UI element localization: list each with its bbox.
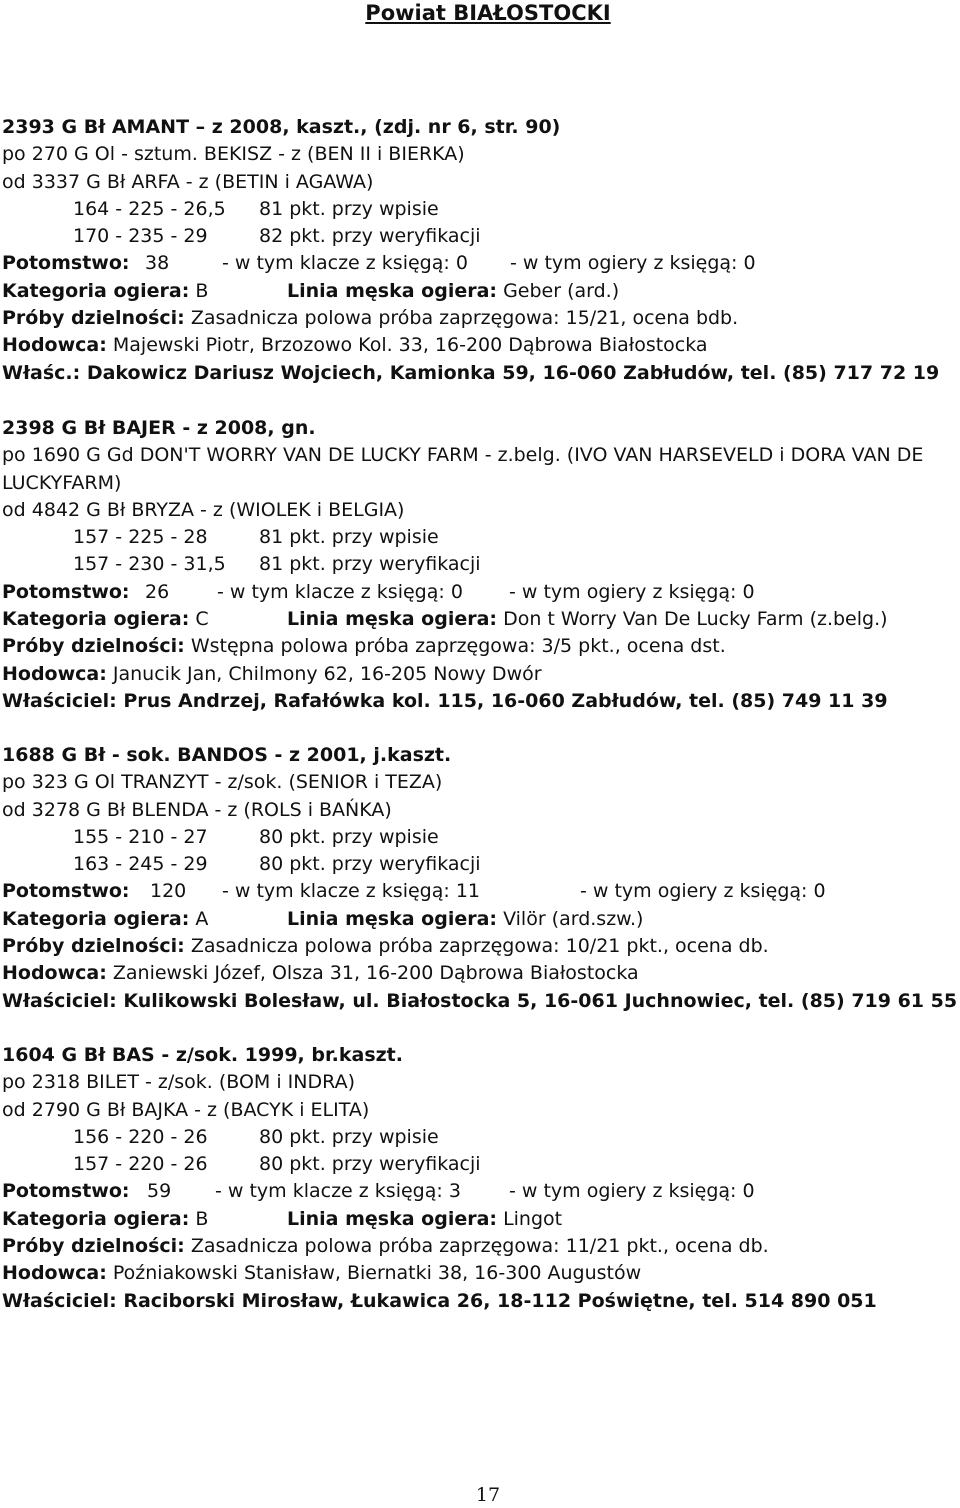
entry-measurements [2,851,958,878]
owner-label: Właściciel: [2,989,117,1012]
entry-offspring [2,250,958,277]
measure-values: 170 - 235 - 29 [73,225,208,248]
tests-value: Zasadnicza polowa próba zaprzęgowa: 15/21, ocena bdb. [190,307,739,330]
male-line-value: Don t Worry Van De Lucky Farm (z.belg.) [503,608,888,631]
entry-owner [2,1288,958,1315]
entry-breeder [2,661,958,688]
male-line-label: Linia męska ogiera: [287,279,498,302]
tests-label: Próby dzielności: [2,635,185,658]
owner-value: Dakowicz Dariusz Wojciech, Kamionka 59, 16-060 Zabłudów, tel. (85) 717 72 19 [86,361,940,384]
measure-values: 156 - 220 - 26 [73,1125,208,1148]
entry-measurements [2,524,958,551]
entry-offspring [2,1178,958,1205]
offspring-stallions: - w tym ogiery z księgą: 0 [509,1180,755,1203]
male-line-value: Vilör (ard.szw.) [503,907,644,930]
entry-tests [2,1233,958,1260]
measure-values: 163 - 245 - 29 [73,853,208,876]
male-line-value: Lingot [503,1207,563,1230]
entry-breeder [2,1260,958,1287]
offspring-mares: - w tym klacze z księgą: 11 [222,880,480,903]
owner-value: Prus Andrzej, Rafałówka kol. 115, 16-060 Zabłudów, tel. (85) 749 11 39 [123,689,888,712]
category-label: Kategoria ogiera: [2,1207,190,1230]
offspring-stallions: - w tym ogiery z księgą: 0 [510,252,756,275]
entry-owner [2,688,958,715]
measure-points: 81 pkt. przy wpisie [259,526,439,549]
measure-points: 80 pkt. przy wpisie [259,825,439,848]
owner-label: Właściciel: [2,1289,117,1312]
entry-sire: po 323 G Ol TRANZYT - z/sok. (SENIOR i TEZA) [2,771,443,794]
entry-tests [2,933,958,960]
entry-breeder [2,960,958,987]
category-value: C [195,608,209,631]
stallion-entry [2,415,958,715]
entry-measurements [2,223,958,250]
breeder-value: Majewski Piotr, Brzozowo Kol. 33, 16-200 Dąbrowa Białostocka [112,334,708,357]
offspring-label: Potomstwo: [2,880,130,903]
measure-points: 80 pkt. przy wpisie [259,1125,439,1148]
measure-points: 80 pkt. przy weryfikacji [259,853,481,876]
entry-sire: po 270 G Ol - sztum. BEKISZ - z (BEN II i BIERKA) [2,143,465,166]
breeder-value: Poźniakowski Stanisław, Biernatki 38, 16-300 Augustów [112,1262,642,1285]
entry-breeder [2,332,958,359]
entry-sire: po 1690 G Gd DON'T WORRY VAN DE LUCKY FARM - z.belg. (IVO VAN HARSEVELD i DORA VAN DE LUCKYFARM) [2,444,924,494]
entry-sire: po 2318 BILET - z/sok. (BOM i INDRA) [2,1071,355,1094]
entry-header: 2393 G Bł AMANT – z 2008, kaszt., (zdj. nr 6, str. 90) [2,116,561,138]
entry-offspring [2,579,958,606]
offspring-count: 38 [145,252,170,275]
tests-value: Wstępna polowa próba zaprzęgowa: 3/5 pkt., ocena dst. [190,635,726,658]
entry-header: 1604 G Bł BAS - z/sok. 1999, br.kaszt. [2,1044,403,1066]
measure-points: 81 pkt. przy wpisie [259,197,439,220]
offspring-count: 59 [147,1180,172,1203]
measure-points: 82 pkt. przy weryfikacji [259,225,481,248]
category-value: B [195,1207,209,1230]
offspring-label: Potomstwo: [2,1180,130,1203]
entry-owner [2,360,958,387]
offspring-mares: - w tym klacze z księgą: 0 [217,580,463,603]
measure-values: 155 - 210 - 27 [73,825,208,848]
offspring-label: Potomstwo: [2,252,130,275]
entry-measurements [2,1124,958,1151]
measure-points: 81 pkt. przy weryfikacji [259,553,481,576]
measure-values: 157 - 225 - 28 [73,526,208,549]
entry-header: 1688 G Bł - sok. BANDOS - z 2001, j.kaszt. [2,744,452,766]
entry-measurements [2,196,958,223]
measure-points: 80 pkt. przy weryfikacji [259,1153,481,1176]
entry-tests [2,633,958,660]
breeder-label: Hodowca: [2,334,107,357]
measure-values: 164 - 225 - 26,5 [73,197,226,220]
offspring-stallions: - w tym ogiery z księgą: 0 [509,580,755,603]
offspring-label: Potomstwo: [2,580,130,603]
owner-value: Kulikowski Bolesław, ul. Białostocka 5, 16-061 Juchnowiec, tel. (85) 719 61 55 [123,989,958,1012]
tests-label: Próby dzielności: [2,307,185,330]
breeder-label: Hodowca: [2,662,107,685]
breeder-label: Hodowca: [2,962,107,985]
owner-value: Raciborski Mirosław, Łukawica 26, 18-112 Poświętne, tel. 514 890 051 [123,1289,877,1312]
owner-label: Właśc.: [2,361,81,384]
page-title: Powiat BIAŁOSTOCKI [365,1,611,25]
entry-measurements [2,551,958,578]
entry-header: 2398 G Bł BAJER - z 2008, gn. [2,417,316,439]
male-line-value: Geber (ard.) [503,279,620,302]
offspring-stallions: - w tym ogiery z księgą: 0 [580,880,826,903]
offspring-mares: - w tym klacze z księgą: 3 [215,1180,461,1203]
stallion-entry [2,742,958,1015]
entry-dam: od 3278 G Bł BLENDA - z (ROLS i BAŃKA) [2,798,392,821]
stallion-entry [2,1042,958,1315]
entry-category [2,278,958,305]
male-line-label: Linia męska ogiera: [287,1207,498,1230]
male-line-label: Linia męska ogiera: [287,907,498,930]
entry-dam: od 3337 G Bł ARFA - z (BETIN i AGAWA) [2,170,374,193]
entry-dam: od 4842 G Bł BRYZA - z (WIOLEK i BELGIA) [2,498,405,521]
page-number: 17 [475,1484,501,1506]
tests-label: Próby dzielności: [2,1235,185,1258]
entry-owner [2,988,958,1015]
entry-category [2,1206,958,1233]
breeder-label: Hodowca: [2,1262,107,1285]
entry-tests [2,305,958,332]
tests-value: Zasadnicza polowa próba zaprzęgowa: 11/21 pkt., ocena db. [190,1235,769,1258]
measure-values: 157 - 230 - 31,5 [73,553,226,576]
category-value: A [195,907,209,930]
entry-measurements [2,1151,958,1178]
stallion-entry [2,114,958,387]
breeder-value: Zaniewski Józef, Olsza 31, 16-200 Dąbrowa Białostocka [112,962,639,985]
offspring-mares: - w tym klacze z księgą: 0 [222,252,468,275]
male-line-label: Linia męska ogiera: [287,608,498,631]
entry-offspring [2,878,958,905]
offspring-count: 120 [150,880,187,903]
entry-measurements [2,824,958,851]
entry-dam: od 2790 G Bł BAJKA - z (BACYK i ELITA) [2,1098,370,1121]
breeder-value: Janucik Jan, Chilmony 62, 16-205 Nowy Dwór [112,662,542,685]
measure-values: 157 - 220 - 26 [73,1153,208,1176]
entry-category [2,606,958,633]
entry-category [2,906,958,933]
category-label: Kategoria ogiera: [2,907,190,930]
tests-value: Zasadnicza polowa próba zaprzęgowa: 10/21 pkt., ocena db. [190,935,769,958]
tests-label: Próby dzielności: [2,935,185,958]
category-value: B [195,279,209,302]
offspring-count: 26 [145,580,170,603]
category-label: Kategoria ogiera: [2,608,190,631]
category-label: Kategoria ogiera: [2,279,190,302]
owner-label: Właściciel: [2,689,117,712]
